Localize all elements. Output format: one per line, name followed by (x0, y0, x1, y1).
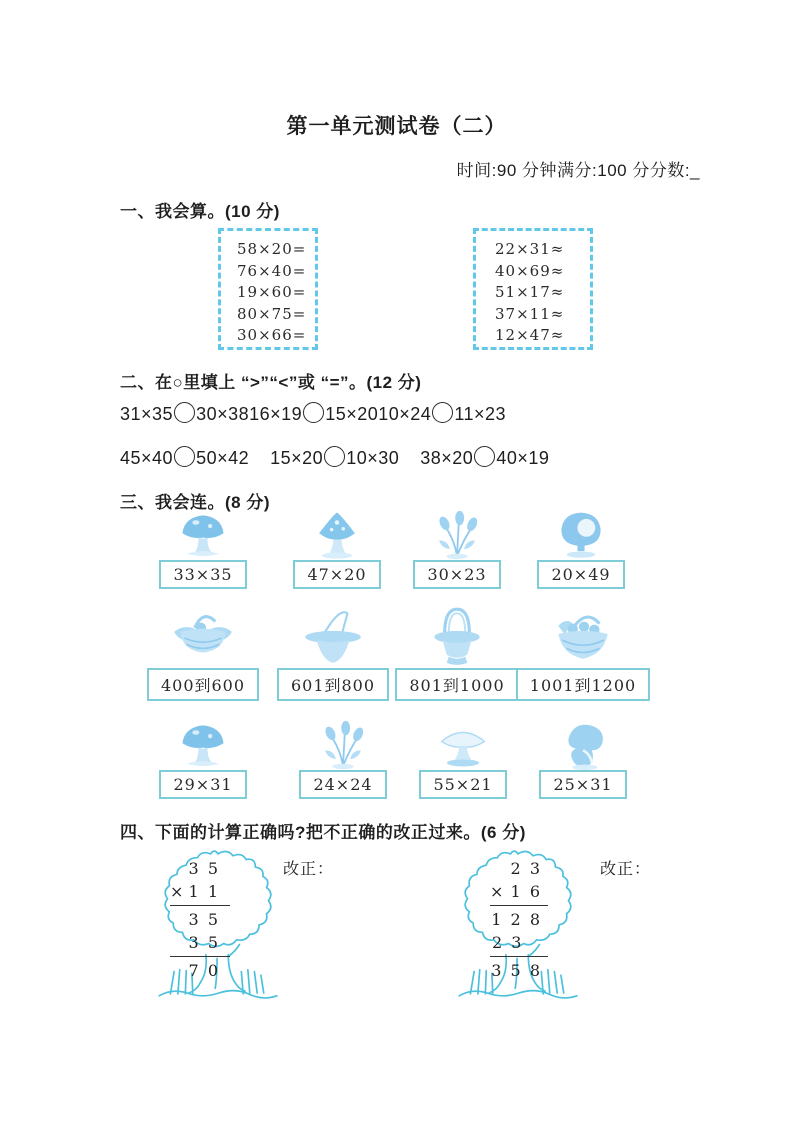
comparison-item (420, 446, 549, 469)
match-cell (508, 604, 658, 701)
math-expression: 80×75= (237, 304, 307, 323)
times-sign: × (490, 882, 504, 901)
match-box: 601到800 (277, 668, 389, 701)
math-expression: 37×11≈ (495, 304, 565, 323)
flowers-icon (316, 720, 370, 770)
comparison-item (270, 446, 399, 469)
left-expression: 10×24 (378, 404, 432, 424)
match-box: 47×20 (293, 560, 380, 589)
tree-icon (554, 510, 608, 560)
times-sign: × (170, 882, 184, 901)
comparison-row (120, 402, 506, 425)
partial-product: 2 3 (490, 931, 548, 957)
match-box: 25×31 (539, 770, 626, 799)
multiplier-row (490, 880, 548, 906)
math-expression: 30×66= (237, 326, 307, 344)
answer-circle (174, 402, 195, 423)
basket-icon (170, 604, 236, 668)
mushroom-icon (310, 510, 364, 560)
multiplicand: 3 5 (188, 859, 220, 878)
product-result: 3 5 8 (491, 961, 542, 980)
match-cell (128, 604, 278, 701)
correction-label: 改正： (600, 859, 652, 878)
vertical-multiplication (490, 857, 548, 982)
right-expression: 10×30 (346, 448, 400, 468)
correction-label: 改正： (283, 859, 335, 878)
match-box: 33×35 (159, 560, 246, 589)
page-title: 第一单元测试卷（二） (286, 115, 507, 138)
match-cell (508, 720, 658, 799)
correction-problem (448, 845, 588, 1015)
section4-heading: 四、下面的计算正确吗?把不正确的改正过来。(6 分) (120, 823, 526, 842)
match-box: 30×23 (413, 560, 500, 589)
right-expression: 50×42 (196, 448, 250, 468)
right-expression: 11×23 (454, 404, 507, 424)
right-expression: 15×20 (325, 404, 379, 424)
left-expression: 31×35 (120, 404, 174, 424)
partial-product: 3 5 (170, 931, 230, 957)
match-cell (128, 720, 278, 799)
match-cell (128, 510, 278, 589)
basket-icon (300, 604, 366, 668)
match-box: 20×49 (537, 560, 624, 589)
math-expression: 40×69≈ (495, 261, 565, 280)
section1-heading: 一、我会算。(10 分) (120, 202, 280, 221)
mushroom-icon (176, 510, 230, 560)
comparison-item (120, 446, 249, 469)
math-expression: 76×40= (237, 261, 307, 280)
exam-meta: 时间:90 分钟满分:100 分分数:_ (456, 161, 700, 180)
answer-circle (432, 402, 453, 423)
left-expression: 16×19 (249, 404, 303, 424)
match-box: 1001到1200 (516, 668, 650, 701)
flowers-icon (430, 510, 484, 560)
match-box: 400到600 (147, 668, 259, 701)
multiplier: 1 6 (510, 882, 542, 901)
vertical-multiplication (170, 857, 230, 982)
math-expression: 51×17≈ (495, 283, 565, 301)
mushroom-icon (436, 720, 490, 770)
basket-icon (550, 604, 616, 668)
correction-problem (148, 845, 288, 1015)
answer-circle (303, 402, 324, 423)
match-box: 24×24 (299, 770, 386, 799)
comparison-item (120, 402, 249, 425)
answer-circle (474, 446, 495, 467)
right-expression: 30×38 (196, 404, 250, 424)
math-expression: 22×31≈ (495, 240, 565, 258)
multiplier-row (170, 880, 230, 906)
basket-icon (424, 604, 490, 668)
section2-heading: 二、在○里填上 “>”“<”或 “=”。(12 分) (120, 373, 422, 392)
answer-circle (324, 446, 345, 467)
right-expression: 40×19 (496, 448, 550, 468)
product-result: 7 0 (188, 961, 220, 980)
math-expression: 58×20= (237, 240, 307, 258)
answer-circle (174, 446, 195, 467)
partial-product: 3 5 (188, 910, 220, 929)
math-expression: 12×47≈ (495, 326, 565, 344)
partial-product: 1 2 8 (491, 910, 542, 929)
section3-heading: 三、我会连。(8 分) (120, 493, 270, 512)
match-box: 55×21 (419, 770, 506, 799)
multiplicand: 2 3 (510, 859, 542, 878)
match-cell (506, 510, 656, 589)
multiplier: 1 1 (188, 882, 220, 901)
comparison-item (378, 402, 506, 425)
comparison-item (249, 402, 378, 425)
comparison-row (120, 446, 570, 469)
left-expression: 15×20 (270, 448, 324, 468)
exact-calc-box (218, 228, 318, 350)
match-box: 801到1000 (395, 668, 518, 701)
estimate-calc-box (473, 228, 593, 350)
mushroom-icon (176, 720, 230, 770)
match-box: 29×31 (159, 770, 246, 799)
math-expression: 19×60= (237, 283, 307, 301)
left-expression: 38×20 (420, 448, 474, 468)
left-expression: 45×40 (120, 448, 174, 468)
mushroom-icon (556, 720, 610, 770)
